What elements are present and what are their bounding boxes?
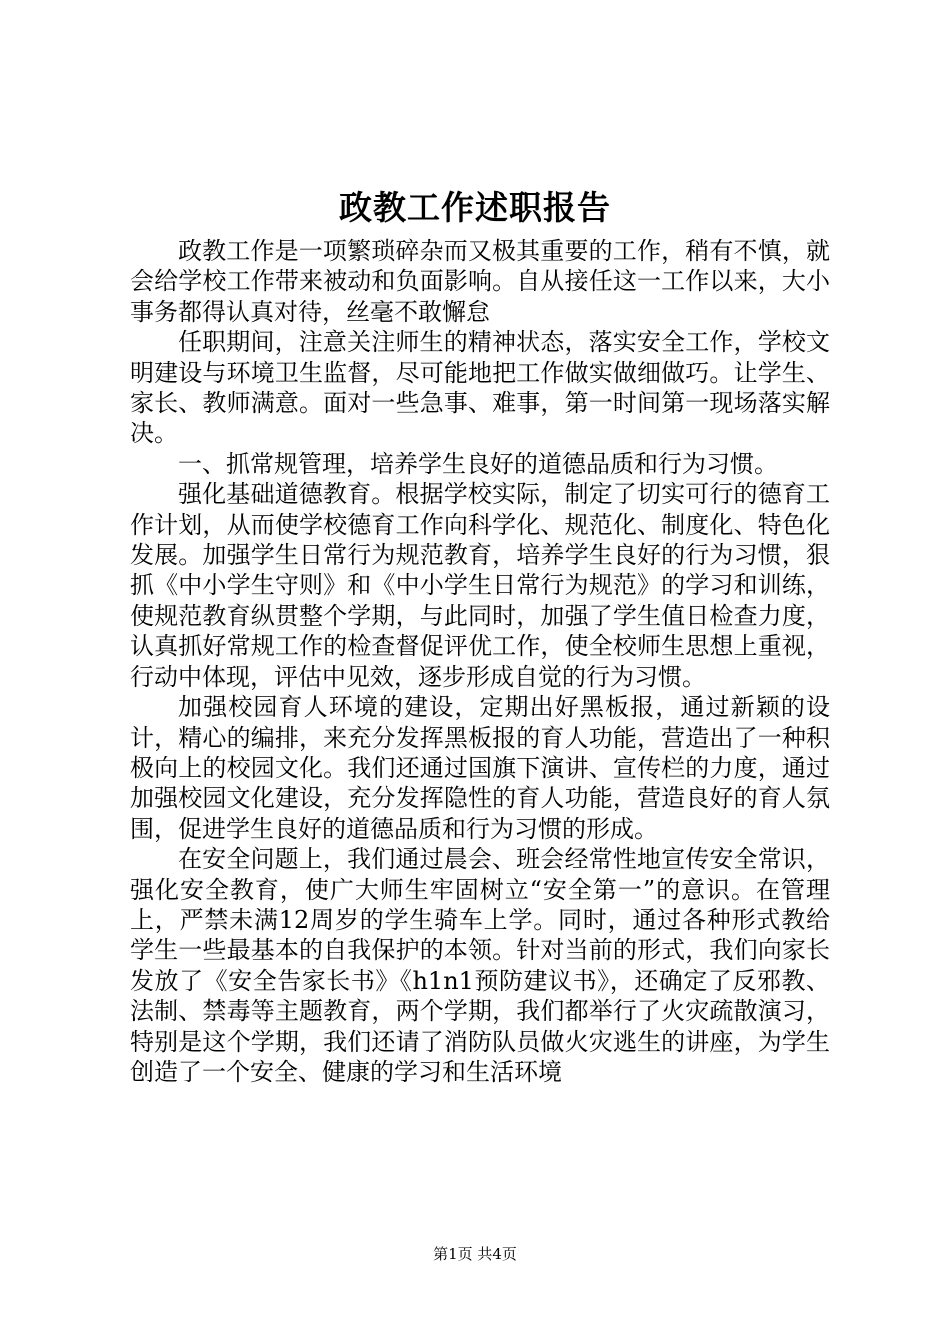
paragraph: 加强校园育人环境的建设，定期出好黑板报，通过新颖的设计，精心的编排，来充分发挥黑板报的育人功能，营造出了一种积极向上的校园文化。我们还通过国旗下演讲、宣传栏的力度，通过加强校园文化建设，充分发挥隐性的育人功能，营造良好的育人氛围，促进学生良好的道德品质和行为习惯的形成。 [130, 693, 830, 843]
section-heading: 一、抓常规管理，培养学生良好的道德品质和行为习惯。 [178, 449, 778, 478]
paragraph: 强化基础道德教育。根据学校实际，制定了切实可行的德育工作计划，从而使学校德育工作向科学化、规范化、制度化、特色化发展。加强学生日常行为规范教育，培养学生良好的行为习惯，狠抓《中小学生守则》和《中小学生日常行为规范》的学习和训练，使规范教育纵贯整个学期，与此同时，加强了学生值日检查力度，认真抓好常规工作的检查督促评优工作，使全校师生思想上重视，行动中体现，评估中见效，逐步形成自觉的行为习惯。 [130, 480, 830, 691]
paragraph: 在安全问题上，我们通过晨会、班会经常性地宣传安全常识，强化安全教育，使广大师生牢固树立“安全第一”的意识。在管理上，严禁未满12周岁的学生骑车上学。同时，通过各种形式教给学生一些最基本的自我保护的本领。针对当前的形式，我们向家长发放了《安全告家长书》《h1n1预防建议书》，还确定了反邪教、法制、禁毒等主题教育，两个学期，我们都举行了火灾疏散演习，特别是这个学期，我们还请了消防队员做火灾逃生的讲座，为学生创造了一个安全、健康的学习和生活环境 [130, 845, 830, 1086]
paragraph: 任职期间，注意关注师生的精神状态，落实安全工作，学校文明建设与环境卫生监督，尽可能地把工作做实做细做巧。让学生、家长、教师满意。面对一些急事、难事，第一时间第一现场落实解决。 [130, 328, 830, 448]
paragraph: 政教工作是一项繁琐碎杂而又极其重要的工作，稍有不慎，就会给学校工作带来被动和负面影响。自从接任这一工作以来，大小事务都得认真对待，丝毫不敢懈怠 [130, 237, 830, 326]
page-footer: 第1页 共4页 [433, 1245, 517, 1263]
document-title: 政教工作述职报告 [339, 188, 611, 227]
document-body [130, 236, 830, 1087]
